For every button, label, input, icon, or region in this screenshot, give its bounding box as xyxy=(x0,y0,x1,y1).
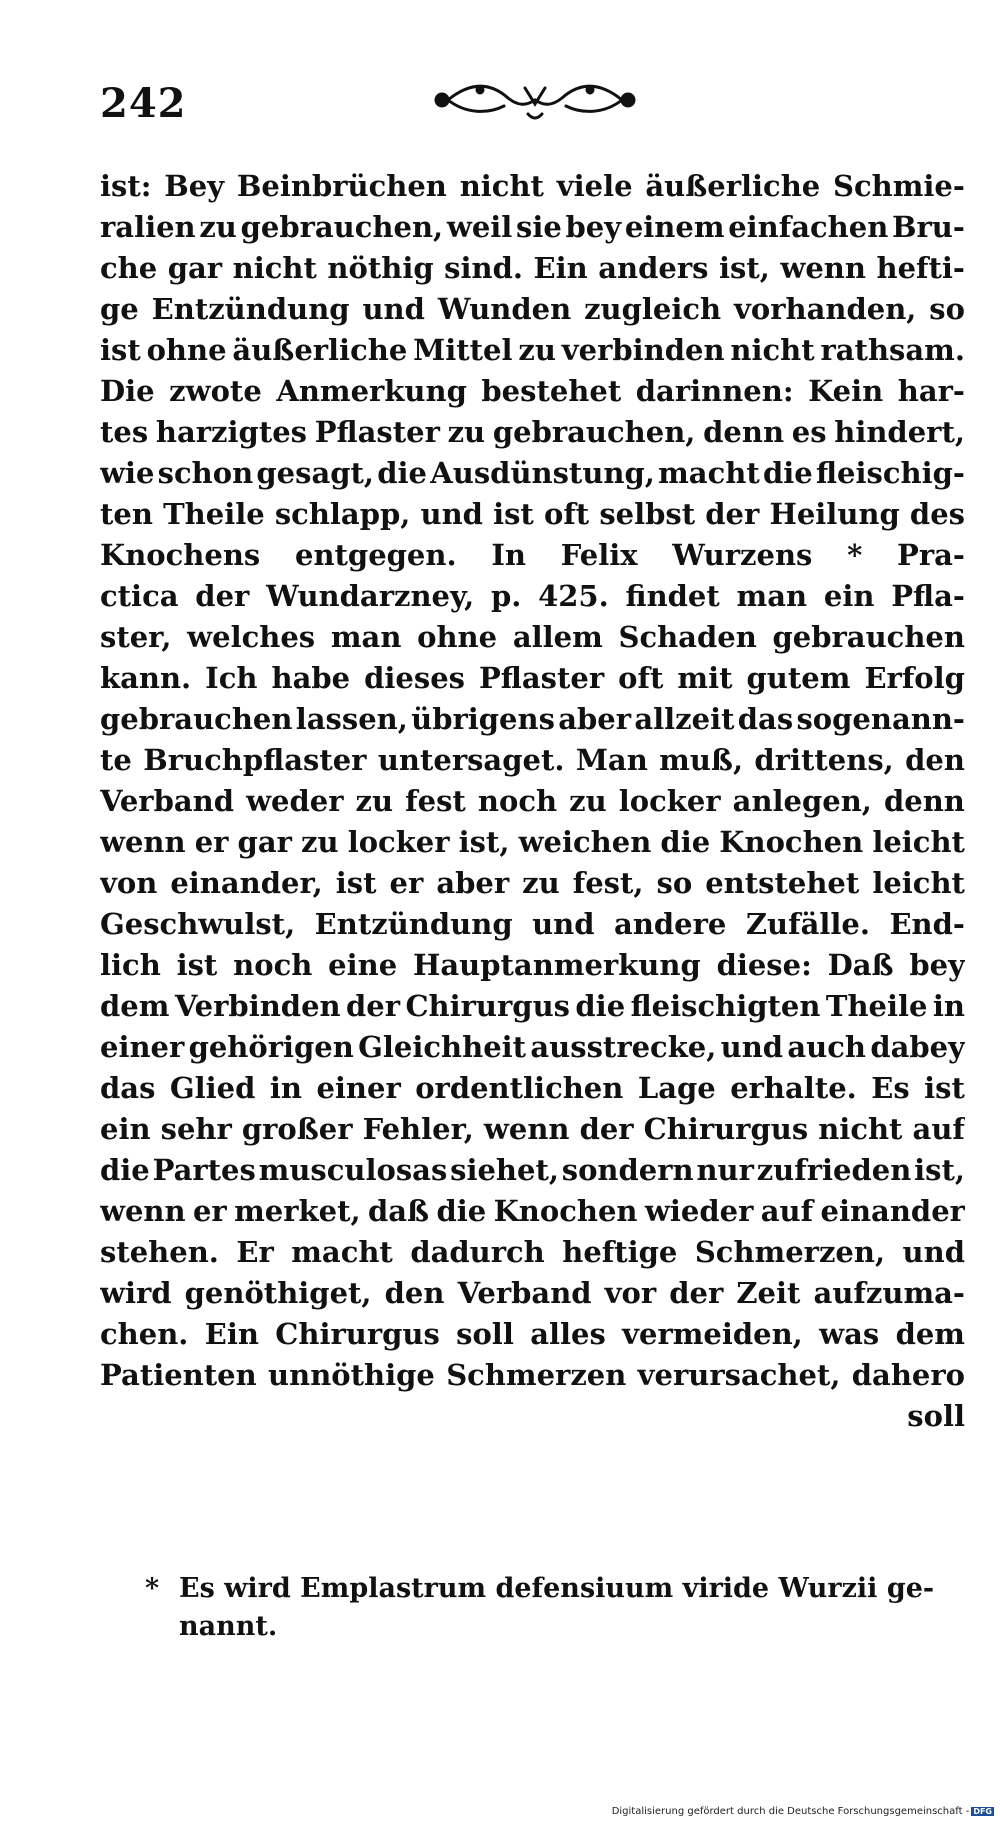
word: Theile xyxy=(163,497,265,531)
word: Ein xyxy=(204,1317,259,1351)
word: Knochens xyxy=(100,538,261,572)
footnote-line-1 xyxy=(145,1570,965,1608)
text-line xyxy=(100,1273,965,1314)
footnote-mark: * xyxy=(145,1573,160,1604)
word: Pra- xyxy=(897,538,965,572)
word: wenn xyxy=(100,1194,186,1228)
word: nicht xyxy=(730,333,815,367)
word: der xyxy=(705,497,760,531)
word: dadurch xyxy=(410,1235,545,1269)
word: großer xyxy=(241,1112,353,1146)
text-line xyxy=(100,371,965,412)
word: zu xyxy=(301,825,339,859)
word: fleischig- xyxy=(815,456,965,490)
word: einfachen xyxy=(728,210,889,244)
word: zu xyxy=(518,333,556,367)
word: ordentlichen xyxy=(415,1071,624,1105)
word: merket, xyxy=(234,1194,361,1228)
text-line xyxy=(100,494,965,535)
word: übrigens xyxy=(411,702,555,736)
word: ohne xyxy=(146,333,227,367)
word: einem xyxy=(624,210,725,244)
word: die xyxy=(575,989,626,1023)
word: das xyxy=(100,1071,156,1105)
text-line xyxy=(100,1109,965,1150)
word: einer xyxy=(316,1071,401,1105)
word: Er xyxy=(236,1235,274,1269)
word: Patienten xyxy=(100,1358,257,1392)
word: Partes xyxy=(152,1153,256,1187)
word: der xyxy=(579,1112,634,1146)
word: noch xyxy=(477,784,558,818)
text-line xyxy=(100,330,965,371)
word: leicht xyxy=(872,866,965,900)
body-text xyxy=(100,166,965,1437)
floral-vignette-icon xyxy=(430,70,640,130)
word: Wundarzney, xyxy=(266,579,475,613)
word: allem xyxy=(512,620,603,654)
word: Ein xyxy=(533,251,588,285)
word: schon xyxy=(157,456,254,490)
word: ist xyxy=(493,497,534,531)
word: er xyxy=(192,1194,227,1228)
word: diese: xyxy=(716,948,812,982)
word: In xyxy=(491,538,526,572)
text-line xyxy=(100,740,965,781)
word: musculosas xyxy=(258,1153,448,1187)
word: gesagt, xyxy=(256,456,375,490)
word: gebrauchen, xyxy=(240,210,444,244)
word: aber xyxy=(558,702,632,736)
text-line xyxy=(100,617,965,658)
word: dem xyxy=(100,989,170,1023)
text-line xyxy=(100,1191,965,1232)
word: ge xyxy=(100,292,139,326)
word: es xyxy=(791,415,827,449)
word: nicht xyxy=(459,169,544,203)
word: Die xyxy=(100,374,155,408)
word: viele xyxy=(556,169,633,203)
word: gebrauchen xyxy=(772,620,965,654)
word: lassen, xyxy=(295,702,408,736)
word: in xyxy=(932,989,965,1023)
word: drittens, xyxy=(754,743,894,777)
word: Gleichheit xyxy=(358,1030,527,1064)
word: mit xyxy=(677,661,733,695)
word: ist xyxy=(924,1071,965,1105)
word: sehr xyxy=(160,1112,232,1146)
word: dem xyxy=(895,1317,965,1351)
word: entstehet xyxy=(705,866,860,900)
footnote-text: Es wird Emplastrum defensiuum viride Wurzii ge- xyxy=(179,1573,935,1604)
word: * xyxy=(847,538,863,572)
word: Zufälle. xyxy=(745,907,870,941)
word: p. xyxy=(490,579,522,613)
word: Kein xyxy=(808,374,884,408)
word: sie xyxy=(516,210,562,244)
word: und xyxy=(532,907,595,941)
word: was xyxy=(819,1317,880,1351)
word: Pfla- xyxy=(891,579,965,613)
word: ohne xyxy=(417,620,498,654)
word: die xyxy=(762,456,813,490)
word: Chirurgus xyxy=(643,1112,809,1146)
word: und xyxy=(902,1235,965,1269)
footnote xyxy=(145,1570,965,1646)
word: er xyxy=(389,866,424,900)
word: Wurzens xyxy=(672,538,813,572)
word: Glied xyxy=(169,1071,256,1105)
word: gehörigen xyxy=(188,1030,354,1064)
word: Zeit xyxy=(736,1276,801,1310)
word: alles xyxy=(530,1317,606,1351)
word: verursachet, xyxy=(637,1358,841,1392)
word: andere xyxy=(614,907,727,941)
word: anders xyxy=(598,251,709,285)
word: bestehet xyxy=(481,374,622,408)
word: daß xyxy=(367,1194,430,1228)
word: Hauptanmerkung xyxy=(412,948,701,982)
word: bey xyxy=(565,210,622,244)
word: Schmerzen, xyxy=(694,1235,886,1269)
word: gutem xyxy=(746,661,851,695)
word: Verbinden xyxy=(174,989,341,1023)
text-line xyxy=(100,576,965,617)
word: ist, xyxy=(458,825,510,859)
word: bey xyxy=(909,948,965,982)
text-line xyxy=(100,1068,965,1109)
word: dieses xyxy=(364,661,465,695)
word: wieder xyxy=(644,1194,754,1228)
word: Fehler, xyxy=(362,1112,474,1146)
word: auf xyxy=(912,1112,965,1146)
word: oft xyxy=(543,497,590,531)
word: den xyxy=(905,743,965,777)
word: allzeit xyxy=(634,702,735,736)
word: untersaget. xyxy=(377,743,565,777)
word: Beinbrüchen xyxy=(236,169,447,203)
word: vorhanden, xyxy=(734,292,917,326)
word: muß, xyxy=(659,743,744,777)
word: einander xyxy=(820,1194,965,1228)
word: der xyxy=(346,989,401,1023)
word: Pflaster xyxy=(314,415,440,449)
word: Pflaster xyxy=(479,661,605,695)
word: und xyxy=(420,497,483,531)
word: ster, xyxy=(100,620,172,654)
word: erhalte. xyxy=(730,1071,857,1105)
word: fleischigten xyxy=(630,989,821,1023)
word: verbinden xyxy=(561,333,725,367)
word: zu xyxy=(569,784,607,818)
word: von xyxy=(100,866,158,900)
word: weder xyxy=(246,784,344,818)
text-line xyxy=(100,945,965,986)
word: ausstrecke, xyxy=(530,1030,717,1064)
word: gebrauchen xyxy=(100,702,293,736)
word: aber xyxy=(436,866,510,900)
word: ist, xyxy=(914,1153,965,1187)
dfg-badge: DFG xyxy=(973,1807,992,1816)
word: genöthiget, xyxy=(184,1276,372,1310)
word: End- xyxy=(889,907,965,941)
word: Theile xyxy=(825,989,928,1023)
word: zu xyxy=(355,784,394,818)
text-line xyxy=(100,453,965,494)
word: nicht xyxy=(232,251,317,285)
text-line xyxy=(100,822,965,863)
footnote-line-2 xyxy=(145,1608,965,1646)
word: den xyxy=(384,1276,445,1310)
word: wenn xyxy=(483,1112,570,1146)
word: chen. xyxy=(100,1317,189,1351)
word: der xyxy=(669,1276,724,1310)
word: ist xyxy=(100,333,141,367)
word: einander, xyxy=(170,866,323,900)
text-line xyxy=(100,1027,965,1068)
word: che xyxy=(100,251,158,285)
word: macht xyxy=(291,1235,393,1269)
word: zufrieden xyxy=(756,1153,912,1187)
word: Bey xyxy=(164,169,225,203)
word: zu xyxy=(522,866,560,900)
word: darinnen: xyxy=(635,374,794,408)
word: er xyxy=(194,825,229,859)
word: Chirurgus xyxy=(275,1317,440,1351)
word: des xyxy=(909,497,965,531)
word: Mittel xyxy=(413,333,513,367)
word: sondern xyxy=(561,1153,694,1187)
word: aufzuma- xyxy=(813,1276,965,1310)
word: man xyxy=(736,579,808,613)
word: Man xyxy=(575,743,648,777)
word: äußerliche xyxy=(232,333,408,367)
word: fest, xyxy=(572,866,644,900)
page-number: 242 xyxy=(100,80,187,127)
word: Heilung xyxy=(769,497,900,531)
word: stehen. xyxy=(100,1235,219,1269)
text-line xyxy=(100,658,965,699)
word: sind. xyxy=(444,251,523,285)
word: locker xyxy=(347,825,450,859)
word: ein xyxy=(823,579,875,613)
word: nöthig xyxy=(327,251,434,285)
text-line xyxy=(100,1150,965,1191)
word: eine xyxy=(328,948,398,982)
word: har- xyxy=(897,374,965,408)
word: der xyxy=(195,579,250,613)
word: wenn xyxy=(100,825,186,859)
word: hefti- xyxy=(876,251,965,285)
text-line xyxy=(100,535,965,576)
word: wie xyxy=(100,456,155,490)
text-line xyxy=(100,904,965,945)
text-line xyxy=(100,1314,965,1355)
word: entgegen. xyxy=(295,538,457,572)
word: findet xyxy=(625,579,720,613)
word: äußerliche xyxy=(645,169,821,203)
text-line xyxy=(100,781,965,822)
word: lich xyxy=(100,948,161,982)
word: sogenann- xyxy=(796,702,965,736)
word: dabey xyxy=(870,1030,965,1064)
word: vor xyxy=(604,1276,657,1310)
word: das xyxy=(737,702,794,736)
word: ctica xyxy=(100,579,179,613)
word: Schmie- xyxy=(833,169,965,203)
word: Bruchpflaster xyxy=(143,743,367,777)
word: ten xyxy=(100,497,153,531)
word: die xyxy=(100,1153,150,1187)
word: 425. xyxy=(538,579,609,613)
digitization-credit xyxy=(612,1806,994,1817)
word: weichen xyxy=(518,825,652,859)
word: Anmerkung xyxy=(276,374,467,408)
word: selbst xyxy=(599,497,696,531)
word: vermeiden, xyxy=(622,1317,803,1351)
word: Schmerzen xyxy=(446,1358,627,1392)
word: wird xyxy=(100,1276,172,1310)
word: schlapp, xyxy=(274,497,411,531)
word: Chirurgus xyxy=(405,989,570,1023)
word: gebrauchen, xyxy=(492,415,696,449)
word: ist, xyxy=(718,251,770,285)
word: dahero xyxy=(851,1358,965,1392)
text-line xyxy=(100,1232,965,1273)
word: Bru- xyxy=(892,210,965,244)
word: heftige xyxy=(562,1235,678,1269)
text-line xyxy=(100,289,965,330)
word: die xyxy=(377,456,428,490)
word: te xyxy=(100,743,132,777)
word: gar xyxy=(237,825,292,859)
word: oft xyxy=(618,661,664,695)
word: anlegen, xyxy=(732,784,872,818)
word: hindert, xyxy=(834,415,965,449)
word: die xyxy=(436,1194,487,1228)
word: Schaden xyxy=(618,620,757,654)
word: Ausdünstung, xyxy=(430,456,655,490)
word: zu xyxy=(199,210,237,244)
word: macht xyxy=(658,456,760,490)
word: zwote xyxy=(169,374,262,408)
text-line xyxy=(100,1355,965,1396)
word: nur xyxy=(696,1153,754,1187)
word: und xyxy=(362,292,425,326)
text-line xyxy=(100,207,965,248)
word: zugleich xyxy=(584,292,722,326)
word: rathsam. xyxy=(820,333,965,367)
word: gar xyxy=(167,251,223,285)
text-line xyxy=(100,412,965,453)
word: Entzündung xyxy=(314,907,513,941)
word: siehet, xyxy=(450,1153,559,1187)
word: Knochen xyxy=(719,825,864,859)
word: denn xyxy=(883,784,965,818)
word: einer xyxy=(100,1030,185,1064)
word: auch xyxy=(787,1030,867,1064)
word: auf xyxy=(760,1194,814,1228)
word: denn xyxy=(703,415,785,449)
text-line xyxy=(100,986,965,1027)
word: welches xyxy=(187,620,316,654)
word: Daß xyxy=(827,948,894,982)
word: Verband xyxy=(457,1276,592,1310)
word: Geschwulst, xyxy=(100,907,296,941)
word: Lage xyxy=(637,1071,716,1105)
word: wenn xyxy=(780,251,866,285)
word: und xyxy=(720,1030,784,1064)
word: ist xyxy=(176,948,218,982)
word: so xyxy=(656,866,693,900)
word: tes xyxy=(100,415,149,449)
word: Wunden xyxy=(437,292,572,326)
word: noch xyxy=(233,948,313,982)
word: ist xyxy=(335,866,377,900)
word: nicht xyxy=(818,1112,903,1146)
word: in xyxy=(269,1071,302,1105)
word: zu xyxy=(447,415,486,449)
word: Es xyxy=(871,1071,910,1105)
footnote-text: nannt. xyxy=(179,1611,278,1642)
word: harzigtes xyxy=(155,415,307,449)
word: leicht xyxy=(872,825,965,859)
word: Knochen xyxy=(493,1194,638,1228)
word: ein xyxy=(100,1112,151,1146)
credit-text: Digitalisierung gefördert durch die Deutsche Forschungsgemeinschaft - xyxy=(611,1806,970,1817)
word: habe xyxy=(271,661,351,695)
text-line xyxy=(100,699,965,740)
word: die xyxy=(660,825,711,859)
word: locker xyxy=(618,784,721,818)
word: weil xyxy=(446,210,513,244)
word: soll xyxy=(456,1317,514,1351)
text-line xyxy=(100,863,965,904)
word: Erfolg xyxy=(864,661,965,695)
word: ist: xyxy=(100,169,152,203)
text-line xyxy=(100,248,965,289)
word: man xyxy=(330,620,402,654)
word: unnöthige xyxy=(268,1358,435,1392)
word: Felix xyxy=(560,538,638,572)
word: Entzündung xyxy=(151,292,350,326)
catchword: soll xyxy=(907,1399,965,1433)
word: fest xyxy=(405,784,466,818)
word: kann. xyxy=(100,661,192,695)
text-line xyxy=(100,166,965,207)
word: Ich xyxy=(205,661,258,695)
word: Verband xyxy=(100,784,234,818)
word: ralien xyxy=(100,210,196,244)
word: so xyxy=(929,292,965,326)
